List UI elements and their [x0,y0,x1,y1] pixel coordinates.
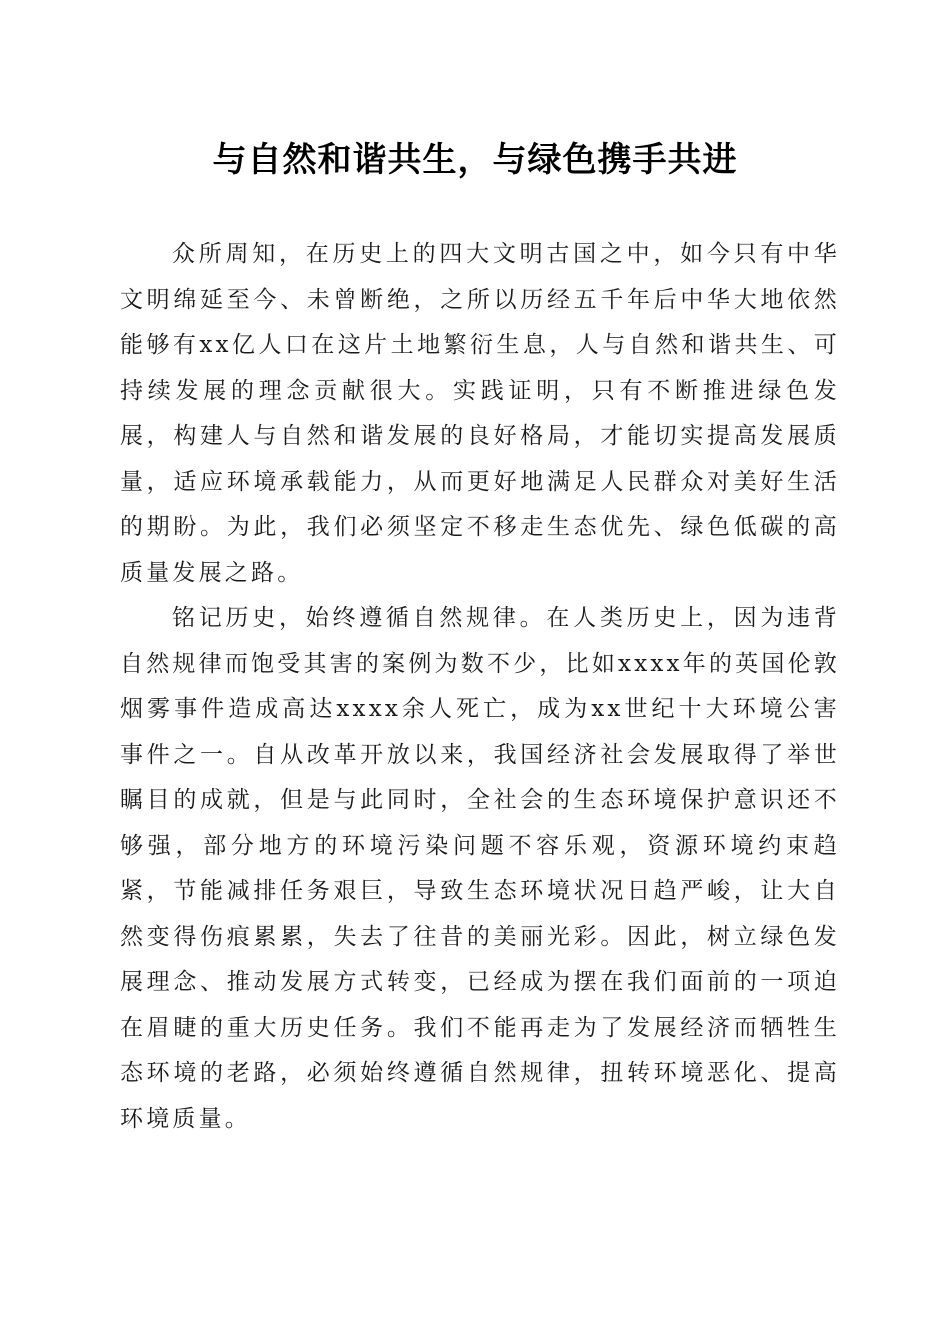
paragraph-2: 铭记历史，始终遵循自然规律。在人类历史上，因为违背自然规律而饱受其害的案例为数不少，比如xxxx年的英国伦敦烟雾事件造成高达xxxx余人死亡，成为xx世纪十大环境公害事件之一。自从改革开放以来，我国经济社会发展取得了举世瞩目的成就，但是与此同时，全社会的生态环境保护意识还不够强，部分地方的环境污染问题不容乐观，资源环境约束趋紧，节能减排任务艰巨，导致生态环境状况日趋严峻，让大自然变得伤痕累累，失去了往昔的美丽光彩。因此，树立绿色发展理念、推动发展方式转变，已经成为摆在我们面前的一项迫在眉睫的重大历史任务。我们不能再走为了发展经济而牺牲生态环境的老路，必须始终遵循自然规律，扭转环境恶化、提高环境质量。 [120,605,840,1132]
document-title: 与自然和谐共生，与绿色携手共进 [212,140,738,180]
paragraph-1: 众所周知，在历史上的四大文明古国之中，如今只有中华文明绵延至今、未曾断绝，之所以历经五千年后中华大地依然能够有xx亿人口在这片土地繁衍生息，人与自然和谐共生、可持续发展的理念贡献很大。实践证明，只有不断推进绿色发展，构建人与自然和谐发展的良好格局，才能切实提高发展质量，适应环境承载能力，从而更好地满足人民群众对美好生活的期盼。为此，我们必须坚定不移走生态优先、绿色低碳的高质量发展之路。 [120,241,840,586]
document-body [120,232,840,1142]
